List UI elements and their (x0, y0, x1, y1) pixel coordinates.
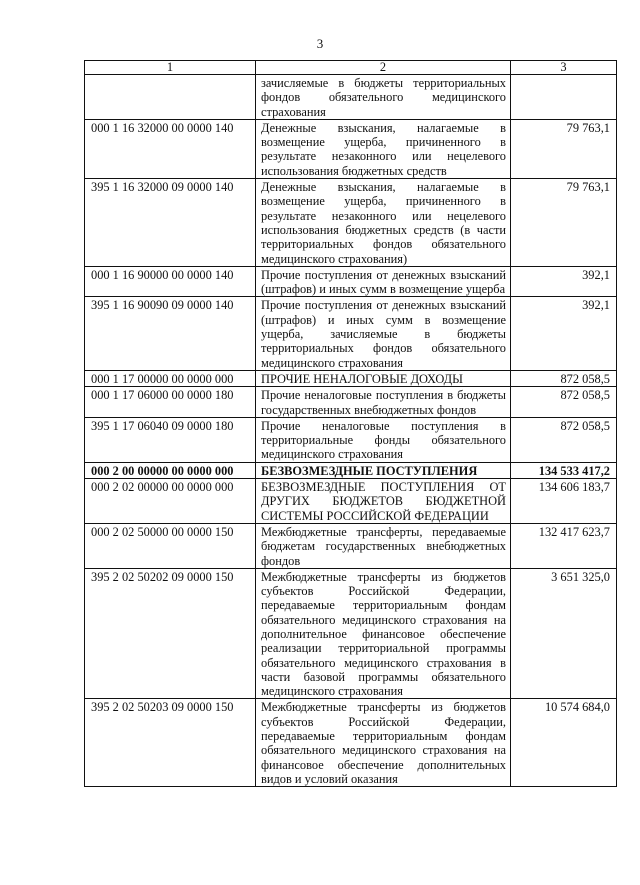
row-amount: 3 651 325,0 (511, 568, 617, 699)
row-amount (511, 75, 617, 120)
row-amount: 134 533 417,2 (511, 462, 617, 478)
row-code: 000 1 17 06000 00 0000 180 (85, 387, 256, 418)
row-code: 395 2 02 50202 09 0000 150 (85, 568, 256, 699)
row-description: ПРОЧИЕ НЕНАЛОГОВЫЕ ДОХОДЫ (256, 370, 511, 386)
table-row (85, 523, 617, 568)
row-amount: 79 763,1 (511, 119, 617, 178)
row-amount: 10 574 684,0 (511, 699, 617, 787)
row-description: Межбюджетные трансферты из бюджетов субъектов Российской Федерации, передаваемые территориальным фондам обязательного медицинского страхования на финансовое обеспечение дополнительных видов и условий оказания (256, 699, 511, 787)
column-header-2: 2 (256, 61, 511, 75)
row-amount: 872 058,5 (511, 387, 617, 418)
table-header-row (85, 61, 617, 75)
table-row (85, 179, 617, 267)
row-description: Прочие поступления от денежных взысканий (штрафов) и иных сумм в возмещение ущерба (256, 266, 511, 297)
row-code: 000 2 02 50000 00 0000 150 (85, 523, 256, 568)
row-amount: 872 058,5 (511, 370, 617, 386)
table-row (85, 699, 617, 787)
row-description: БЕЗВОЗМЕЗДНЫЕ ПОСТУПЛЕНИЯ (256, 462, 511, 478)
row-code: 395 2 02 50203 09 0000 150 (85, 699, 256, 787)
table-row (85, 462, 617, 478)
table-row (85, 75, 617, 120)
table-row (85, 266, 617, 297)
row-code: 000 2 02 00000 00 0000 000 (85, 479, 256, 524)
row-description: Прочие неналоговые поступления в бюджеты государственных внебюджетных фондов (256, 387, 511, 418)
table-row (85, 568, 617, 699)
table-row (85, 370, 617, 386)
row-amount: 132 417 623,7 (511, 523, 617, 568)
row-description: БЕЗВОЗМЕЗДНЫЕ ПОСТУПЛЕНИЯ ОТ ДРУГИХ БЮДЖЕТОВ БЮДЖЕТНОЙ СИСТЕМЫ РОССИЙСКОЙ ФЕДЕРАЦИИ (256, 479, 511, 524)
table-row (85, 119, 617, 178)
table-row (85, 297, 617, 370)
row-amount: 872 058,5 (511, 417, 617, 462)
row-amount: 79 763,1 (511, 179, 617, 267)
revenue-table (84, 60, 617, 787)
table-row (85, 417, 617, 462)
row-code (85, 75, 256, 120)
row-description: Межбюджетные трансферты, передаваемые бюджетам государственных внебюджетных фондов (256, 523, 511, 568)
row-description: Межбюджетные трансферты из бюджетов субъектов Российской Федерации, передаваемые территориальным фондам обязательного медицинского страхования на дополнительное финансовое обеспечение реализации территориальной программы обязательного медицинского страхования в части базовой программы обязательного медицинского страхования (256, 568, 511, 699)
row-description: Прочие неналоговые поступления в территориальные фонды обязательного медицинского страхования (256, 417, 511, 462)
row-description: зачисляемые в бюджеты территориальных фондов обязательного медицинского страхования (256, 75, 511, 120)
row-description: Прочие поступления от денежных взысканий (штрафов) и иных сумм в возмещение ущерба, зачисляемые в бюджеты территориальных фондов обязательного медицинского страхования (256, 297, 511, 370)
column-header-3: 3 (511, 61, 617, 75)
row-amount: 134 606 183,7 (511, 479, 617, 524)
table-row (85, 479, 617, 524)
row-code: 395 1 17 06040 09 0000 180 (85, 417, 256, 462)
page-number: 3 (316, 36, 324, 51)
row-code: 395 1 16 90090 09 0000 140 (85, 297, 256, 370)
column-header-1: 1 (85, 61, 256, 75)
row-code: 000 2 00 00000 00 0000 000 (85, 462, 256, 478)
table-row (85, 387, 617, 418)
row-description: Денежные взыскания, налагаемые в возмещение ущерба, причиненного в результате незаконного или нецелевого использования бюджетных средств (256, 119, 511, 178)
row-code: 000 1 16 32000 00 0000 140 (85, 119, 256, 178)
row-code: 000 1 17 00000 00 0000 000 (85, 370, 256, 386)
row-description: Денежные взыскания, налагаемые в возмещение ущерба, причиненного в результате незаконного или нецелевого использования бюджетных средств (в части территориальных фондов обязательного медицинского страхования) (256, 179, 511, 267)
row-code: 395 1 16 32000 09 0000 140 (85, 179, 256, 267)
row-code: 000 1 16 90000 00 0000 140 (85, 266, 256, 297)
row-amount: 392,1 (511, 297, 617, 370)
row-amount: 392,1 (511, 266, 617, 297)
